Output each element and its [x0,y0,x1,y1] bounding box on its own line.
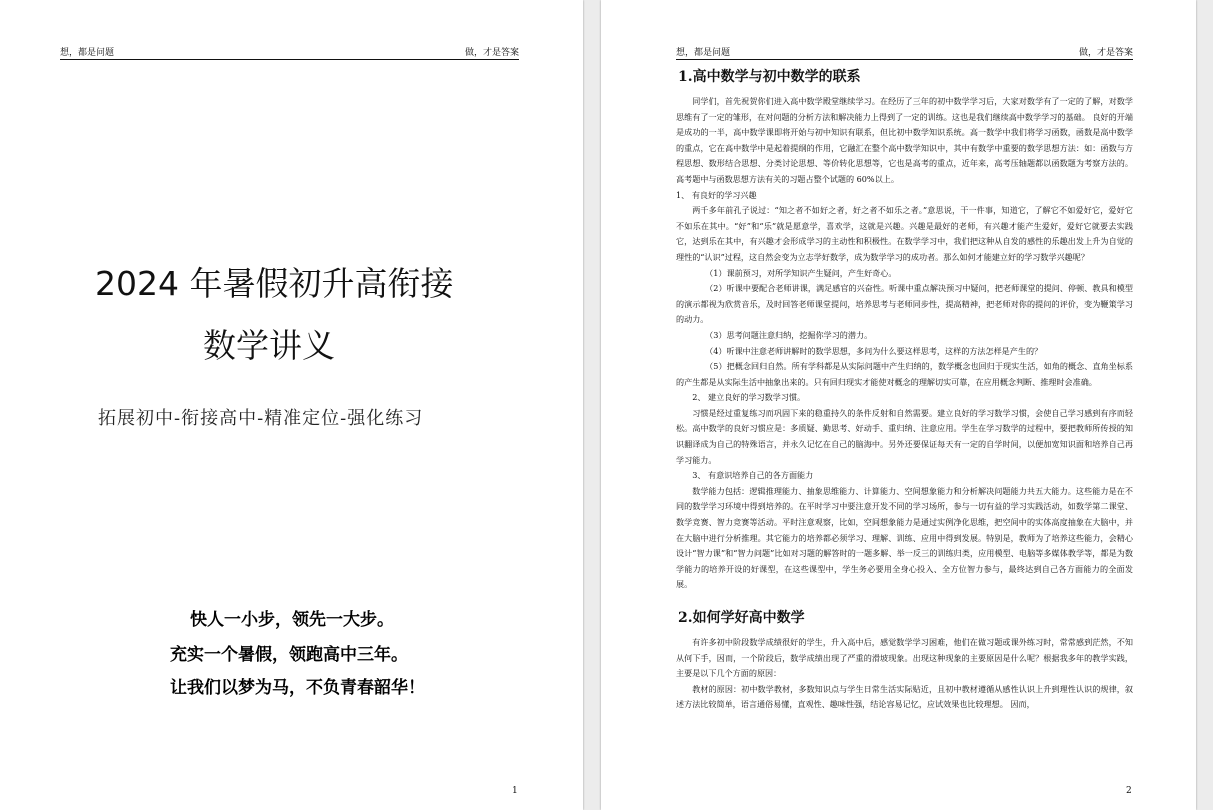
motto-line-2: 充实一个暑假，领跑高中三年。 [170,645,408,665]
item-2-heading: 2、 建立良好的学习数学习惯。 [692,392,806,403]
page-number: 1 [512,786,518,796]
motto-line-3: 让我们以梦为马，不负青春韶华！ [170,678,425,698]
item-2-paragraph: 习惯是经过重复练习而巩固下来的稳重持久的条件反射和自然需要。建立良好的学习数学习惯，会使自己学习感到有序而轻松。高中数学的良好习惯应是：多质疑、勤思考、好动手、重归纳、注意应用。学生在学习数学的过程中，要把教师所传授的知识翻译成为自己的特殊语言，并永久记忆在自己的脑海中。另外还要保证每天有一定的自学时间，以便加宽知识面和培养自己再学习能力。 [676,407,1133,465]
item-3-paragraph: 数学能力包括：逻辑推理能力、抽象思维能力、计算能力、空间想象能力和分析解决问题能力共五大能力。这些能力是在不同的数学学习环境中得到培养的。在平时学习中要注意开发不同的学习场所，参与一切有益的学习实践活动，如数学第二课堂、数学竞赛、智力竞赛等活动。平时注意观察，比如，空间想象能力是通过实例净化思维，把空间中的实体高度抽象在大脑中，并在大脑中进行分析推理。其它能力的培养都必须学习、理解、训练、应用中得到发展。特别是，教师为了培养这些能力，会精心设计“智力课”和“智力问题”比如对习题的解答时的一题多解、举一反三的训练归类，应用模型、电脑等多媒体教学等，都是为数学能力的培养开设的好课型，在这些课型中，学生务必要用全身心投入、全方位智力参与，最终达到自己各方面能力的全面发展。 [676,485,1133,590]
header-left: 想，都是问题 [676,48,731,58]
item-1-paragraph: 两千多年前孔子说过：“知之者不如好之者，好之者不如乐之者。”意思说，干一件事，知道它，了解它不如爱好它，爱好它不如乐在其中。“好”和“乐”就是愿意学，喜欢学，这就是兴趣。兴趣是最好的老师，有兴趣才能产生爱好，爱好它就要去实践它，达到乐在其中，有兴趣才会形成学习的主动性和积极性。在数学学习中，我们把这种从自发的感性的乐趣出发上升为自觉的理性的“认识”过程，这自然会变为立志学好数学，成为数学学习的成功者。那么如何才能建立好的学习数学兴趣呢？ [676,205,1133,262]
page-number: 2 [1126,786,1132,796]
section1-intro-paragraph: 同学们，首先祝贺你们进入高中数学殿堂继续学习。在经历了三年的初中数学学习后，大家对数学有了一定的了解，对数学思维有了一定的雏形，在对问题的分析方法和解决能力上得到了一定的训练。这也是我们继续高中数学学习的基础。 良好的开端是成功的一半，高中数学课即将开始与初中知识有联系，但比初中数学知识系统。高一数学中我们将学习函数，函数是高中数学的重点，它在高中数学中是起着提纲的作用，它融汇在整个高中数学知识中，其中有数学中重要的数学思想方法：如：函数与方程思想、数形结合思想、分类讨论思想、等价转化思想等，它也是高考的重点，近年来，高考压轴题都以函数题为考察方法的。高考题中与函数思想方法有关的习题占整个试题的 60%以上。 [676,96,1133,184]
motto-line-1: 快人一小步，领先一大步。 [190,610,394,630]
item-1-sub-2: （2）听课中要配合老师讲课，满足感官的兴奋性。听课中重点解决预习中疑问，把老师课堂的提问、停顿、教具和模型的演示都视为欣赏音乐，及时回答老师课堂提问，培养思考与老师同步性，提高精神，把老师对你的提问的评价，变为鞭策学习的动力。 [676,283,1133,325]
page-body [676,62,1133,713]
header-right: 做，才是答案 [1078,48,1133,58]
cover-subtitle: 拓展初中-衔接高中-精准定位-强化练习 [98,408,424,429]
cover-title-line-1: 2024 年暑假初升高衔接 [95,264,454,303]
page-header [60,45,519,60]
cover-title-line-2: 数学讲义 [203,326,335,365]
item-1-sub-3: （3）思考问题注意归纳，挖掘你学习的潜力。 [705,329,873,340]
section-title-2: 2.如何学好高中数学 [678,610,805,626]
page-2 [601,0,1196,810]
page-header [676,45,1133,60]
item-1-sub-1: （1）课前预习，对所学知识产生疑问，产生好奇心。 [705,267,897,278]
section-title-1: 1.高中数学与初中数学的联系 [678,69,861,85]
header-right: 做，才是答案 [464,48,519,58]
item-1-sub-5: （5）把概念回归自然。所有学科都是从实际问题中产生归纳的，数学概念也回归于现实生活，如角的概念、直角坐标系的产生都是从实际生活中抽象出来的。只有回归现实才能使对概念的理解切实可靠，在应用概念判断、推理时会准确。 [676,361,1133,387]
item-1-heading: 1、 有良好的学习兴趣 [676,189,757,200]
item-1-sub-4: （4）听课中注意老师讲解时的数学思想，多问为什么要这样思考，这样的方法怎样是产生的？ [705,345,1043,356]
section2-paragraph-2: 教材的原因：初中数学教材，多数知识点与学生日常生活实际贴近，且初中教材遵循从感性认识上升到理性认识的规律，叙述方法比较简单，语言通俗易懂，直观性、趣味性强，结论容易记忆，应试效果也比较理想。 因而， [676,683,1133,710]
page-1 [0,0,583,810]
header-left: 想，都是问题 [60,48,115,58]
item-3-heading: 3、 有意识培养自己的各方面能力 [692,470,814,481]
section2-paragraph-1: 有许多初中阶段数学成绩很好的学生，升入高中后，感觉数学学习困难，他们在做习题或课外练习时，常常感到茫然，不知从何下手，因而，一个阶段后，数学成绩出现了严重的滑坡现象。出现这种现象的主要原因是什么呢？根据我多年的教学实践，主要是以下几个方面的原因： [676,637,1133,679]
